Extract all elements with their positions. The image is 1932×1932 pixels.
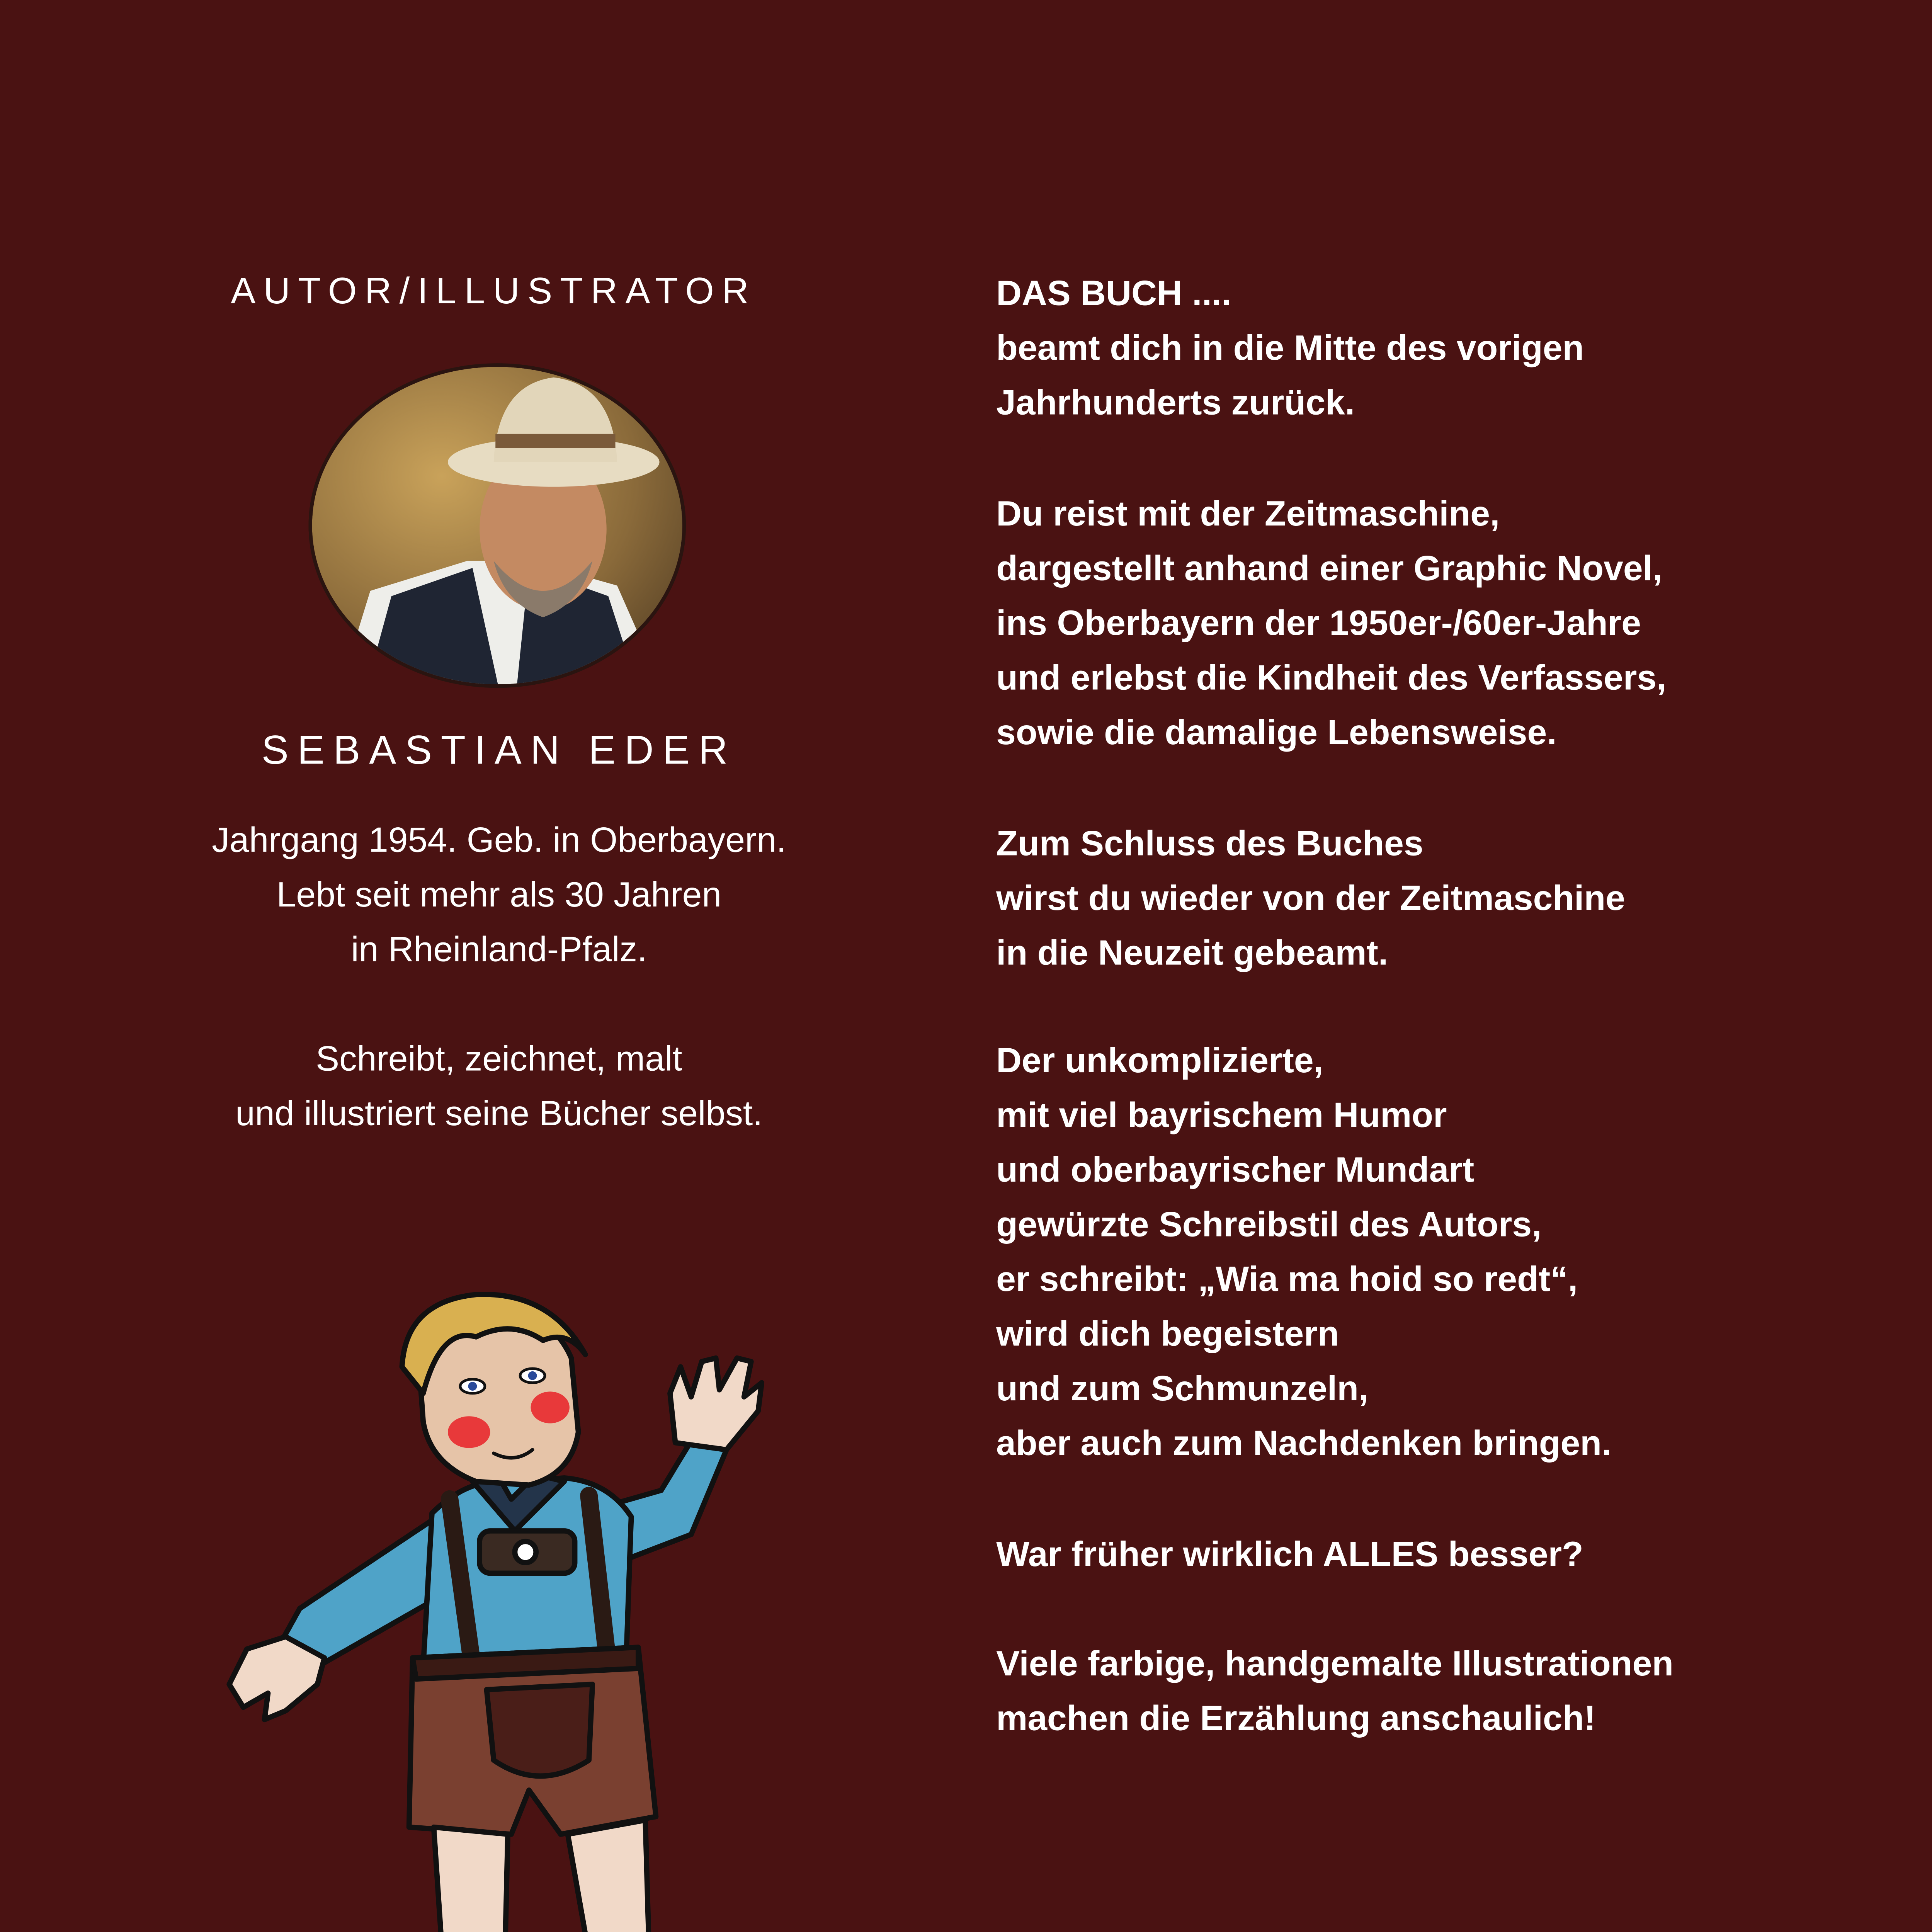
- book-text-line: War früher wirklich ALLES besser?: [996, 1534, 1583, 1574]
- book-text-line: Viele farbige, handgemalte Illustrationen: [996, 1644, 1673, 1684]
- book-text-line: und zum Schmunzeln,: [996, 1369, 1369, 1408]
- book-text-line: wirst du wieder von der Zeitmaschine: [996, 878, 1625, 918]
- book-text-line: dargestellt anhand einer Graphic Novel,: [996, 548, 1663, 588]
- author-bio-line: in Rheinland-Pfalz.: [351, 929, 647, 969]
- book-text-line: Der unkomplizierte,: [996, 1041, 1323, 1080]
- book-text-line: Du reist mit der Zeitmaschine,: [996, 494, 1500, 534]
- book-text-line: mit viel bayrischem Humor: [996, 1095, 1447, 1135]
- author-skills-line: Schreibt, zeichnet, malt: [316, 1039, 682, 1078]
- book-heading: DAS BUCH ....: [996, 273, 1231, 313]
- book-text-line: er schreibt: „Wia ma hoid so redt“,: [996, 1259, 1578, 1299]
- book-text-line: gewürzte Schreibstil des Autors,: [996, 1204, 1542, 1244]
- author-bio-line: Lebt seit mehr als 30 Jahren: [276, 875, 722, 915]
- book-text-line: und erlebst die Kindheit des Verfassers,: [996, 658, 1667, 697]
- author-bio-line: Jahrgang 1954. Geb. in Oberbayern.: [212, 820, 786, 860]
- author-skills-line: und illustriert seine Bücher selbst.: [235, 1094, 763, 1133]
- book-text-line: sowie die damalige Lebensweise.: [996, 713, 1557, 752]
- book-text-line: beamt dich in die Mitte des vorigen: [996, 328, 1584, 368]
- book-text-line: ins Oberbayern der 1950er-/60er-Jahre: [996, 603, 1641, 643]
- book-text-line: Zum Schluss des Buches: [996, 823, 1423, 863]
- book-text-line: Jahrhunderts zurück.: [996, 383, 1355, 422]
- book-text-line: wird dich begeistern: [996, 1314, 1339, 1354]
- author-name: SEBASTIAN EDER: [261, 727, 736, 773]
- book-text-line: und oberbayrischer Mundart: [996, 1150, 1475, 1190]
- book-text-line: in die Neuzeit gebeamt.: [996, 933, 1388, 973]
- author-heading: AUTOR/ILLUSTRATOR: [231, 270, 757, 312]
- book-text-line: machen die Erzählung anschaulich!: [996, 1698, 1596, 1738]
- book-text-line: aber auch zum Nachdenken bringen.: [996, 1423, 1612, 1463]
